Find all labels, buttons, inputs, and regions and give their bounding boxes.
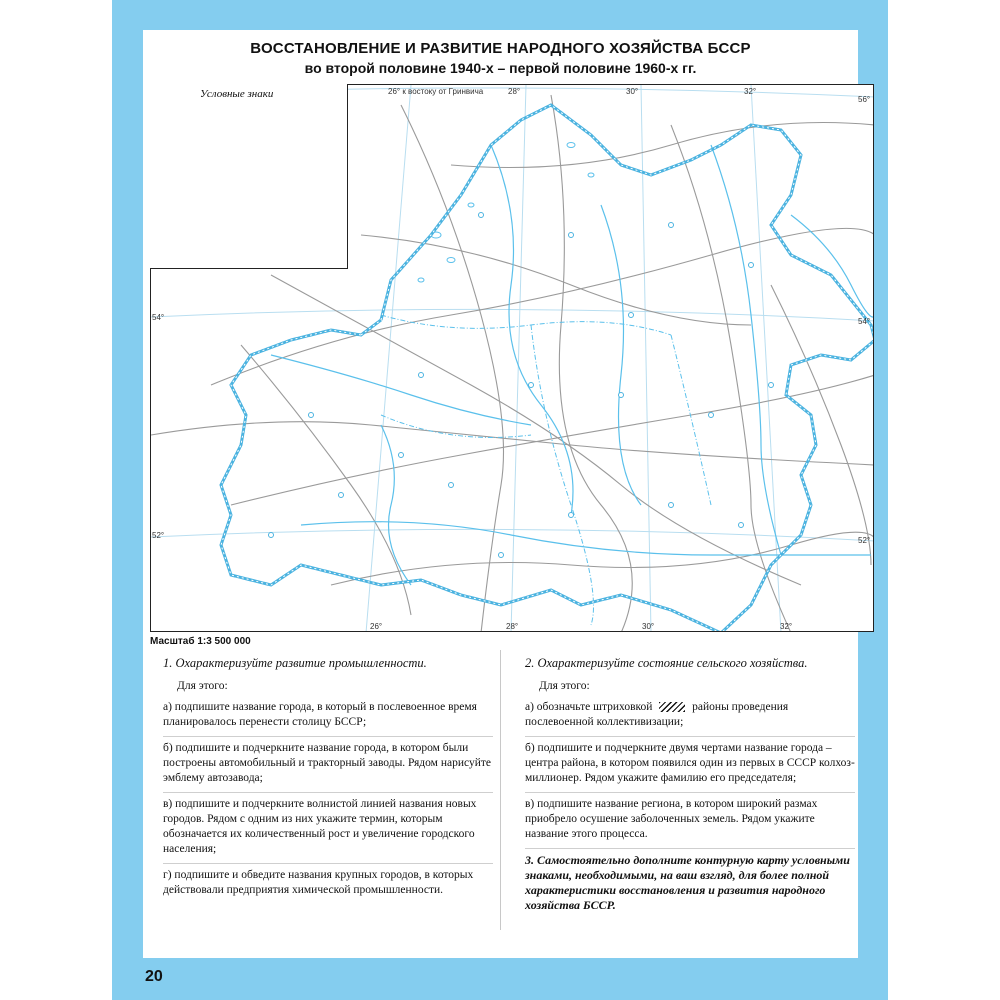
- lat-label-56: 56°: [858, 95, 871, 104]
- task2-item-a: [525, 700, 855, 730]
- top-meridian-note: 26° к востоку от Гринвича: [388, 87, 484, 96]
- legend-box[interactable]: [150, 84, 348, 269]
- task1-column: [163, 656, 493, 904]
- task1-separator: [163, 736, 493, 737]
- task2-item-a-start: а) обозначьте штриховкой: [525, 701, 653, 713]
- task1-title: 1. Охарактеризуйте развитие промышленности.: [163, 656, 427, 670]
- lon-label-28-bottom: 28°: [506, 622, 519, 631]
- lat-label-52-right: 52°: [858, 536, 871, 545]
- task1-separator: [163, 792, 493, 793]
- map-scale: Масштаб 1:3 500 000: [150, 636, 251, 647]
- task2-item-c: в) подпишите название региона, в котором широкий размах приобрело осушение заболоченных земель. Рядом укажите название этого процесса.: [525, 798, 818, 840]
- lat-label-54-left: 54°: [152, 313, 165, 322]
- task1-item-b: б) подпишите и подчеркните название города, в котором были построены автомобильный и тракторный заводы. Рядом нарисуйте эмблему автозавода;: [163, 742, 491, 784]
- lat-label-52-left: 52°: [152, 531, 165, 540]
- task2-column: [525, 656, 855, 921]
- task1-item-c: в) подпишите и подчеркните волнистой линией названия новых городов. Рядом с одним из них укажите термин, которым обозначается их количественный рост и увеличение городского населения;: [163, 798, 477, 855]
- task2-separator: [525, 792, 855, 793]
- task2-item-a-end: районы проведения послевоенной коллективизации;: [525, 701, 789, 728]
- task2-intro: Для этого:: [539, 680, 590, 692]
- map-rivers: [271, 145, 874, 585]
- page-number: 20: [145, 968, 163, 985]
- task2-separator: [525, 736, 855, 737]
- task2-title: 2. Охарактеризуйте состояние сельского хозяйства.: [525, 656, 808, 670]
- lon-label-26-bottom: 26°: [370, 622, 383, 631]
- column-divider: [500, 650, 501, 930]
- lon-label-30-bottom: 30°: [642, 622, 655, 631]
- lon-label-32-top: 32°: [744, 87, 757, 96]
- page-subtitle: во второй половине 1940-х – первой половине 1960-х гг.: [304, 60, 697, 76]
- task1-item-d: г) подпишите и обведите названия крупных городов, в которых действовали предприятия химической промышленности.: [163, 869, 474, 896]
- task1-item-a: а) подпишите название города, в который в послевоенное время планировалось перенести столицу БССР;: [163, 701, 477, 728]
- lon-label-28-top: 28°: [508, 87, 521, 96]
- lon-label-32-bottom: 32°: [780, 622, 793, 631]
- legend-title: Условные знаки: [200, 88, 274, 100]
- task2-item-b: б) подпишите и подчеркните двумя чертами название города – центра района, в котором появился один из первых в СССР колхоз-миллионер. Рядом укажите фамилию его председателя;: [525, 742, 855, 784]
- task1-intro: Для этого:: [177, 680, 228, 692]
- task1-separator: [163, 863, 493, 864]
- task2-separator: [525, 848, 855, 849]
- lat-label-54-right: 54°: [858, 317, 871, 326]
- hatching-icon: [659, 702, 685, 712]
- lon-label-30-top: 30°: [626, 87, 639, 96]
- map-lakes: [418, 143, 594, 283]
- task3-text: 3. Самостоятельно дополните контурную карту условными знаками, необходимыми, на ваш взгляд, для более полной характеристики восстановления и развития народного хозяйства БССР.: [525, 853, 850, 912]
- map-region-borders: [381, 315, 711, 625]
- page-title: ВОССТАНОВЛЕНИЕ И РАЗВИТИЕ НАРОДНОГО ХОЗЯЙСТВА БССР: [250, 40, 751, 57]
